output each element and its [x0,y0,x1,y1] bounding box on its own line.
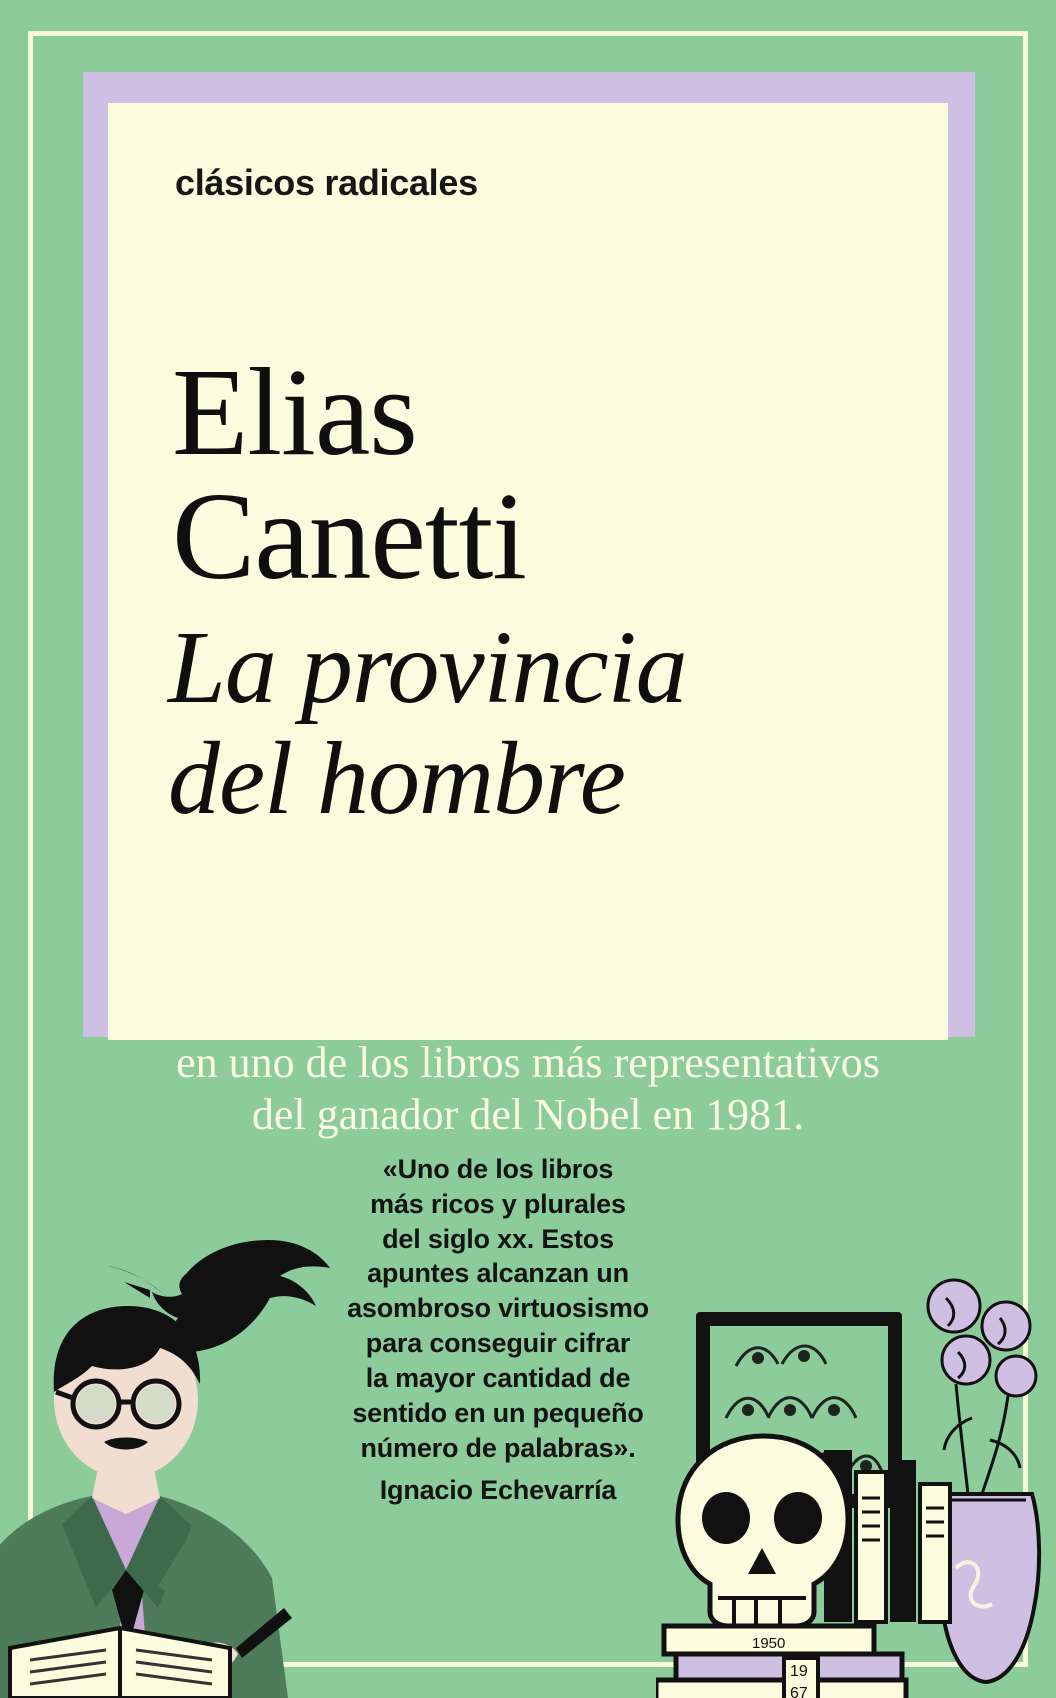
author-line-2: Canetti [172,467,527,606]
review-quote [338,1152,658,1508]
collection-label: clásicos radicales [175,162,478,203]
quote-line-6: para conseguir cifrar [365,1328,631,1359]
tagline [48,985,1008,1141]
book-title [168,612,888,835]
author-name [172,344,872,606]
tagline-line-2: en uno de los libros más representativos [176,1037,880,1087]
stacked-books [656,1626,906,1698]
tagline-line-3: del ganador del Nobel en 1981. [251,1089,805,1139]
skull [678,1436,848,1626]
skull-books-roses-illustration [656,1268,1056,1698]
quote-line-2: más ricos y plurales [370,1188,626,1219]
book-number-bottom: 67 [790,1685,808,1698]
book-spine-label: 1950 [752,1635,786,1652]
quote-line-3: del siglo xx. Estos [382,1223,614,1254]
man-writing-with-crow-illustration [0,1178,360,1698]
author-line-1: Elias [172,344,417,482]
quote-line-5: asombroso virtuosismo [347,1293,649,1324]
quote-line-1: «Uno de los libros [382,1154,614,1184]
quote-line-7: la mayor cantidad de [365,1362,631,1393]
quote-line-4: apuntes alcanzan un [367,1258,629,1289]
title-line-2: del hombre [168,721,625,837]
book-number-top: 19 [790,1663,808,1680]
title-line-1: La provincia [168,610,687,725]
quote-line-9: número de palabras». [360,1432,636,1463]
tagline-line-1: Treinta años de pensamientos condensados [149,986,906,1035]
book-number-box [784,1658,818,1698]
quote-line-8: sentido en un pequeño [352,1397,644,1428]
quote-attribution: Ignacio Echevarría [379,1475,617,1506]
